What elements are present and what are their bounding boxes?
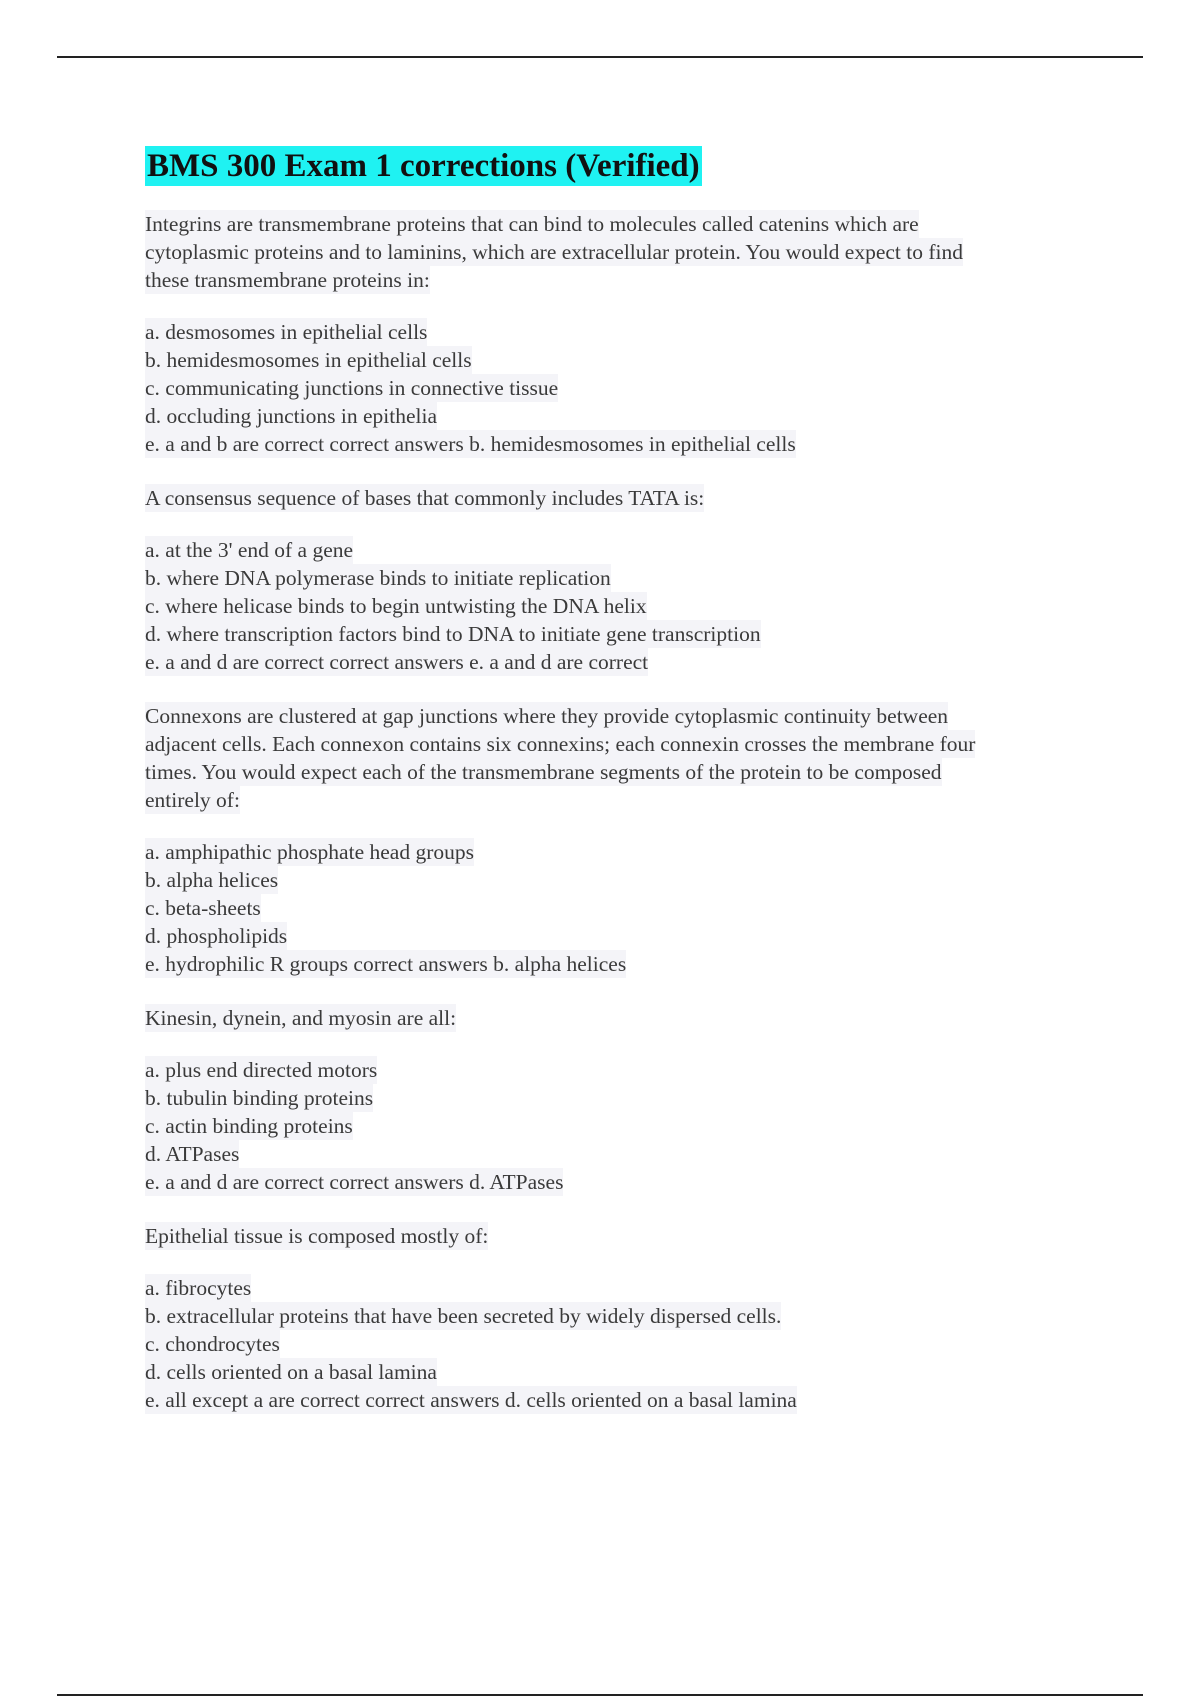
question-2 [145, 484, 1105, 676]
question-1 [145, 210, 1105, 458]
option-b: b. where DNA polymerase binds to initiate replication [145, 566, 611, 590]
option-a: a. fibrocytes [145, 1276, 252, 1300]
question-stem [145, 1222, 1105, 1250]
document-title: BMS 300 Exam 1 corrections (Verified) [147, 148, 700, 184]
option-d: d. occluding junctions in epithelia [145, 404, 437, 428]
document-body [145, 146, 1105, 1440]
stem-line: Epithelial tissue is composed mostly of: [145, 1224, 489, 1248]
header-rule [57, 56, 1143, 58]
option-a: a. desmosomes in epithelial cells [145, 320, 428, 344]
option-d: d. cells oriented on a basal lamina [145, 1360, 437, 1384]
stem-line: times. You would expect each of the transmembrane segments of the protein to be composed [145, 760, 942, 784]
option-e-with-answer: e. a and b are correct correct answers b. hemidesmosomes in epithelial cells [145, 432, 796, 456]
stem-line: Connexons are clustered at gap junctions where they provide cytoplasmic continuity between [145, 704, 949, 728]
question-5 [145, 1222, 1105, 1414]
option-b: b. tubulin binding proteins [145, 1086, 374, 1110]
option-c: c. chondrocytes [145, 1332, 280, 1356]
answer-options [145, 1056, 1105, 1196]
question-stem [145, 210, 1105, 294]
option-b: b. alpha helices [145, 868, 279, 892]
question-stem [145, 484, 1105, 512]
stem-line: Integrins are transmembrane proteins that can bind to molecules called catenins which are [145, 212, 919, 236]
stem-line: A consensus sequence of bases that commonly includes TATA is: [145, 486, 705, 510]
option-a: a. amphipathic phosphate head groups [145, 840, 474, 864]
stem-line: cytoplasmic proteins and to laminins, which are extracellular protein. You would expect to find [145, 240, 963, 264]
question-3 [145, 702, 1105, 978]
option-d: d. ATPases [145, 1142, 240, 1166]
question-4 [145, 1004, 1105, 1196]
option-c: c. beta-sheets [145, 896, 261, 920]
stem-line: Kinesin, dynein, and myosin are all: [145, 1006, 457, 1030]
option-d: d. phospholipids [145, 924, 288, 948]
question-stem [145, 702, 1105, 814]
option-e-with-answer: e. all except a are correct correct answers d. cells oriented on a basal lamina [145, 1388, 797, 1412]
stem-line: adjacent cells. Each connexon contains six connexins; each connexin crosses the membrane four [145, 732, 976, 756]
option-c: c. where helicase binds to begin untwisting the DNA helix [145, 594, 647, 618]
answer-options [145, 1274, 1105, 1414]
option-c: c. actin binding proteins [145, 1114, 353, 1138]
answer-options [145, 838, 1105, 978]
footer-rule [57, 1694, 1143, 1696]
question-stem [145, 1004, 1105, 1032]
stem-line: entirely of: [145, 788, 240, 812]
option-b: b. hemidesmosomes in epithelial cells [145, 348, 472, 372]
stem-line: these transmembrane proteins in: [145, 268, 430, 292]
option-a: a. plus end directed motors [145, 1058, 378, 1082]
option-e-with-answer: e. hydrophilic R groups correct answers b. alpha helices [145, 952, 627, 976]
option-e-with-answer: e. a and d are correct correct answers d. ATPases [145, 1170, 564, 1194]
option-d: d. where transcription factors bind to DNA to initiate gene transcription [145, 622, 761, 646]
answer-options [145, 536, 1105, 676]
option-e-with-answer: e. a and d are correct correct answers e. a and d are correct [145, 650, 649, 674]
answer-options [145, 318, 1105, 458]
option-b: b. extracellular proteins that have been secreted by widely dispersed cells. [145, 1304, 782, 1328]
option-c: c. communicating junctions in connective tissue [145, 376, 559, 400]
option-a: a. at the 3' end of a gene [145, 538, 354, 562]
